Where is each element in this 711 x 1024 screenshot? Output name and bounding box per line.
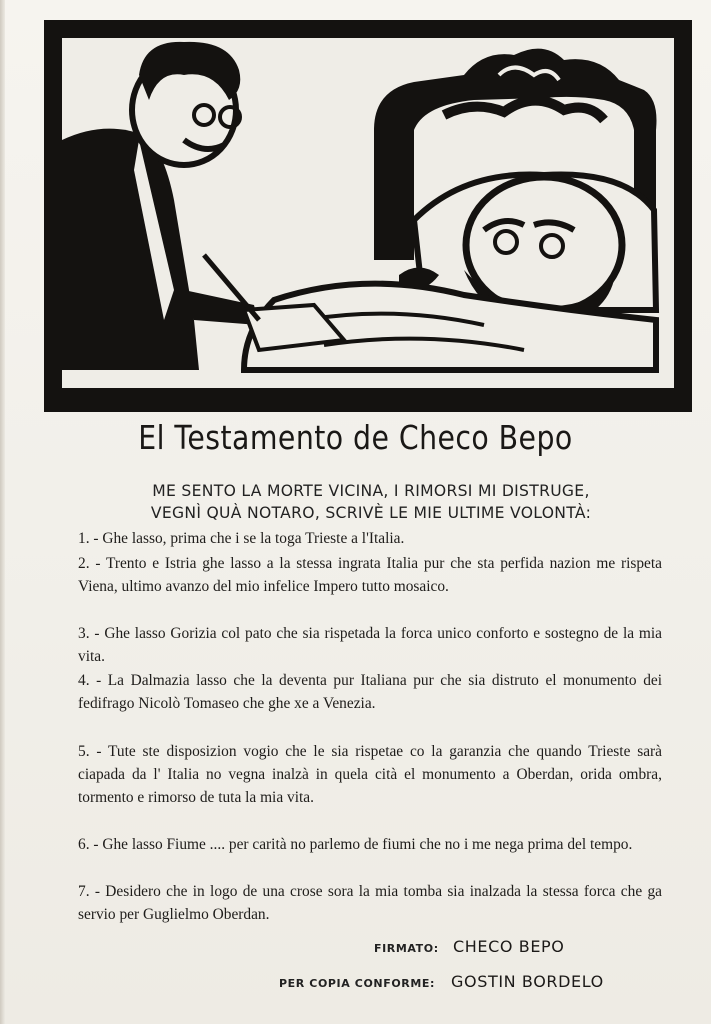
- testament-item-5: 5. - Tute ste disposizion vogio che le sia rispetae co la garanzia che quando Trieste sarà ciapada da l' Italia no vegna inalzà in quela cità el monumento a Oberdan, orida ombra, tormento e rimorso de tuta la mia vita.: [78, 743, 662, 806]
- testament-item-3: 3. - Ghe lasso Gorizia col pato che sia rispetada la forca unico conforto e sostegno de la mia vita.: [78, 625, 662, 665]
- document-title: El Testamento de Checo Bepo: [138, 418, 573, 457]
- signed-name: CHECO BEPO: [453, 937, 565, 956]
- woodcut-illustration-icon: [44, 20, 692, 412]
- intro-line-1: ME SENTO LA MORTE VICINA, I RIMORSI MI DISTRUGE,: [152, 482, 590, 500]
- page-edge: [0, 0, 5, 1024]
- copy-name: GOSTIN BORDELO: [451, 972, 604, 991]
- woodcut-illustration: [44, 20, 692, 412]
- testament-item-2: 2. - Trento e Istria ghe lasso a la stessa ingrata Italia pur che sta perfida nazion me rispeta Viena, ultimo avanzo del mio infelice Impero tutto mosaico.: [78, 555, 662, 595]
- intro-line-2: VEGNÌ QUÀ NOTARO, SCRIVÈ LE MIE ULTIME VOLONTÀ:: [150, 504, 592, 522]
- testament-item-1: 1. - Ghe lasso, prima che i se la toga Trieste a l'Italia.: [78, 530, 405, 547]
- testament-item-6: 6. - Ghe lasso Fiume .... per carità no parlemo de fiumi che no i me nega prima del tempo.: [78, 836, 633, 853]
- testament-item-4: 4. - La Dalmazia lasso che la deventa pur Italiana pur che sia distruto el monumento dei fedifrago Nicolò Tomaseo che ghe xe a Venezia.: [78, 672, 662, 712]
- copy-label: PER COPIA CONFORME:: [279, 977, 436, 990]
- signed-label: FIRMATO:: [374, 942, 439, 955]
- testament-item-7: 7. - Desidero che in logo de una crose sora la mia tomba sia inalzada la stessa forca che ga servio per Guglielmo Oberdan.: [78, 883, 662, 923]
